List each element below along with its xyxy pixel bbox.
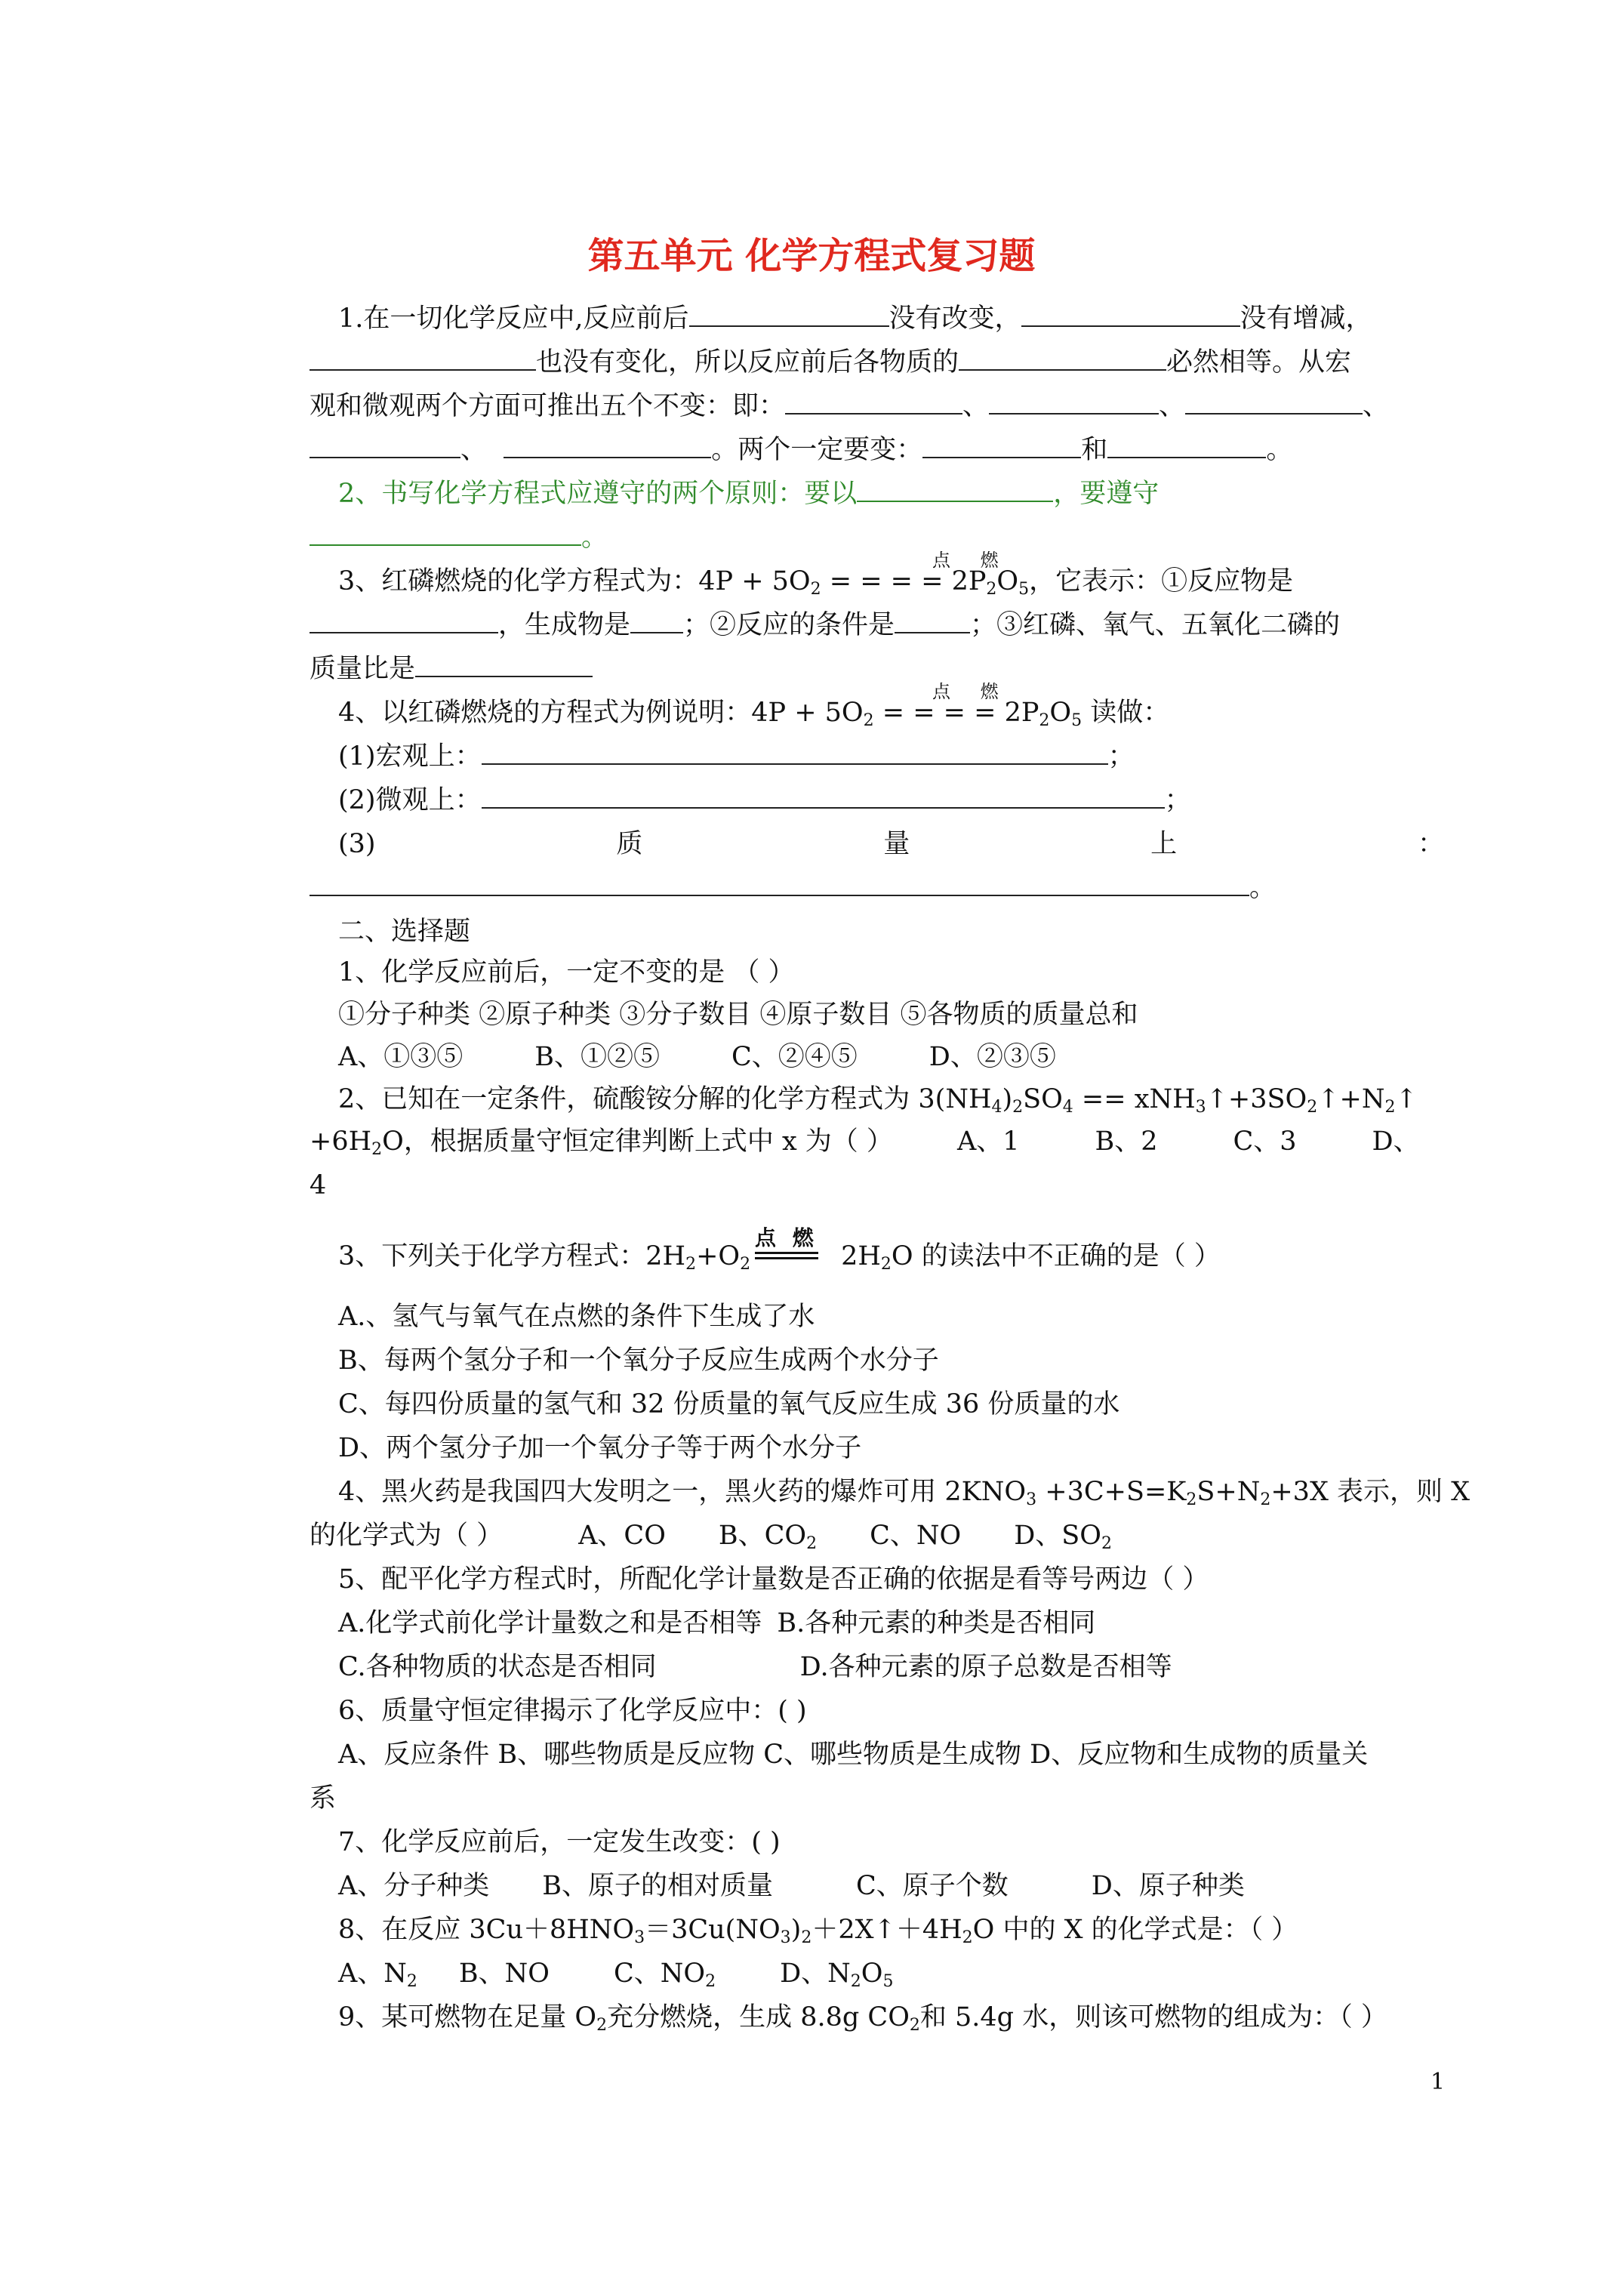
mc-q1-items: ①分子种类 ②原子种类 ③分子数目 ④原子数目 ⑤各物质的质量总和 bbox=[338, 1000, 1138, 1030]
fill-q1-line3: 观和微观两个方面可推出五个不变：即： 、 、 、 bbox=[310, 391, 1390, 421]
fill-q4-micro: (2)微观上： ； bbox=[338, 785, 1191, 815]
fill-q2-line1: 2、书写化学方程式应遵守的两个原则：要以 ，要遵守 bbox=[338, 479, 1160, 509]
fill-q3-line2: ，生成物是 ；②反应的条件是 ；③红磷、氧气、五氧化二磷的 bbox=[310, 609, 1340, 642]
mc-q5: 5、配平化学方程式时，所配化学计量数是否正确的依据是看等号两边（ ） bbox=[338, 1564, 1209, 1595]
mc-q6: 6、质量守恒定律揭示了化学反应中：( ) bbox=[338, 1696, 807, 1726]
fill-q4-mass: (3) 质 量 上 ： bbox=[338, 829, 1444, 859]
fill-q1-line4: 、 。两个一定要变： 和 。 bbox=[310, 433, 1292, 467]
mc-q2-line1: 2、已知在一定条件，硫酸铵分解的化学方程式为 $3(NH_4)_2SO_4$ == $xNH_3↑+3SO_2↑+N_2↑$ bbox=[338, 1084, 1418, 1117]
mc-q7: 7、化学反应前后，一定发生改变：( ) bbox=[338, 1827, 781, 1857]
reaction-condition-label: 点 燃 bbox=[932, 681, 1011, 702]
mc-q1-options: A、①③⑤ B、①②⑤ C、②④⑤ D、②③⑤ bbox=[338, 1042, 1056, 1072]
section-heading: 二、选择题 bbox=[338, 917, 471, 947]
fill-q1-line2: 也没有变化，所以反应前后各物质的 必然相等。从宏 bbox=[310, 346, 1351, 379]
fill-q3-line3: 质量比是 bbox=[310, 652, 593, 686]
mc-q4-line2: 的化学式为（ ） A、CO B、$CO_2$ C、NO D、$SO_2$ bbox=[310, 1521, 1112, 1553]
mc-q8: 8、在反应 $3Cu+8HNO_3=3Cu(NO_3)_2+2X↑+4H_2O$ 中的 X 的化学式是：（ ） bbox=[338, 1915, 1298, 1947]
mc-q9: 9、某可燃物在足量 $O_2$充分燃烧，生成 8.8g $CO_2$和 5.4g 水，则该可燃物的组成为：（ ） bbox=[338, 2002, 1387, 2035]
mc-q4-line1: 4、黑火药是我国四大发明之一，黑火药的爆炸可用 $2KNO_3 +3C+S=K_2S+N_2+3X$ 表示，则 X bbox=[338, 1477, 1471, 1509]
reaction-condition-label: 点 燃 bbox=[755, 1222, 818, 1252]
page-number: 1 bbox=[1431, 2069, 1446, 2095]
mc-q3-option-d: D、两个氢分子加一个氧分子等于两个水分子 bbox=[338, 1433, 862, 1463]
mc-q5-options-ab: A.化学式前化学计量数之和是否相等 B.各种元素的种类是否相同 bbox=[338, 1608, 1096, 1638]
reaction-condition-label: 点 燃 bbox=[932, 550, 1011, 571]
fill-q2-line2: 。 bbox=[310, 521, 608, 554]
mc-q8-options: A、$N_2$ B、NO C、$NO_2$ D、$N_2O_5$ bbox=[338, 1959, 894, 1991]
mc-q5-options-cd: C.各种物质的状态是否相同 D.各种元素的原子总数是否相等 bbox=[338, 1652, 1172, 1682]
page-title: 第五单元 化学方程式复习题 bbox=[587, 235, 1036, 277]
mc-q2-line3: 4 bbox=[310, 1170, 327, 1200]
fill-q3-line1: 3、红磷燃烧的化学方程式为：$4P + 5O_2$ = = = = $2P_2O_5$，它表示：①反应物是 bbox=[338, 566, 1294, 599]
mc-q3-option-b: B、每两个氢分子和一个氧分子反应生成两个水分子 bbox=[338, 1345, 939, 1376]
mc-q1: 1、化学反应前后，一定不变的是 （ ） bbox=[338, 957, 795, 988]
mc-q6-options-tail: 系 bbox=[310, 1783, 337, 1814]
mc-q3-option-a: A.、氢气与氧气在点燃的条件下生成了水 bbox=[338, 1302, 815, 1332]
mc-q2-line2: $+6H_2O$，根据质量守恒定律判断上式中 x 为（ ） A、1 B、2 C、3 D、 bbox=[310, 1126, 1420, 1159]
fill-q4-mass-line: 。 bbox=[310, 871, 1276, 905]
mc-q6-options: A、反应条件 B、哪些物质是反应物 C、哪些物质是生成物 D、反应物和生成物的质量关 bbox=[338, 1740, 1369, 1770]
mc-q3-option-c: C、每四份质量的氢气和 32 份质量的氧气反应生成 36 份质量的水 bbox=[338, 1389, 1120, 1419]
fill-q4-macro: (1)宏观上： ； bbox=[338, 741, 1135, 772]
mc-q7-options: A、分子种类 B、原子的相对质量 C、原子个数 D、原子种类 bbox=[338, 1871, 1245, 1901]
mc-q3: 3、下列关于化学方程式：$2H_2+O_2$ $2H_2O$ 的读法中不正确的是（ ） bbox=[338, 1241, 1221, 1274]
fill-q4-line1: 4、以红磷燃烧的方程式为例说明：$4P + 5O_2$ = = = = $2P_2O_5$ 读做： bbox=[338, 698, 1170, 730]
fill-q1-line1: 1.在一切化学反应中,反应前后 没有改变， 没有增减， bbox=[338, 304, 1372, 334]
